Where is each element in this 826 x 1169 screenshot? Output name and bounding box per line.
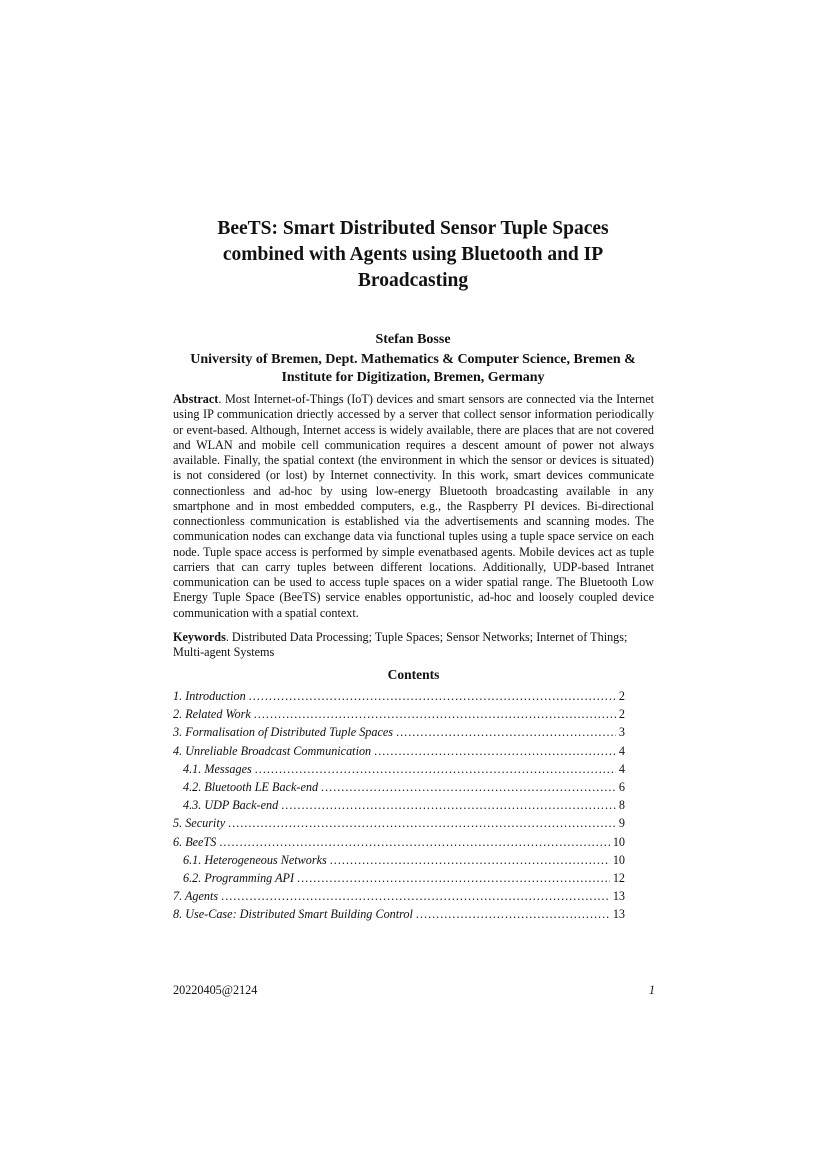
toc-leader-dots — [374, 743, 616, 759]
toc-subentry[interactable] — [173, 852, 625, 870]
toc-leader-dots — [221, 888, 610, 904]
keywords-label: Keywords — [173, 630, 226, 644]
author-name: Stefan Bosse — [375, 332, 451, 347]
toc-entry-title: 4.1. Messages — [183, 761, 252, 776]
toc-entry[interactable] — [173, 743, 625, 761]
title-line: Broadcasting — [357, 270, 469, 291]
abstract-text: . Most Internet-of-Things (IoT) devices and smart sensors are connected via the Internet using IP communication driectly accessed by a server that collect sensor information periodically or event-based. Although, Internet access is widely available, there are places that are not covered and WLAN and mobile cell communication requires a descent amount of power not always available. Finally, the spatial context (the environment in which the sensor or devices is situated) is not considered (or lost) by Internet connectivity. In this work, smart devices communicate connectionless and ad-hoc by using low-energy Bluetooth broadcasting available in any smartphone and in most embedded computers, e.g., the Raspberry PI devices. Bi-directional connectionless communication is established via the advertisements and scanning modes. The communication nodes can exchange data via functional tuples using a tuple space service on each node. Tuple space access is performed by simple evenatbased agents. Mobile devices act as tuple carriers that can carry tuples between different locations. Additionally, UDP-based Intranet communication can be used to access tuple spaces on a wider spatial range. The Bluetooth Low Energy Tuple Space (BeeTS) service enables opportunistic, ad-hoc and loosely coupled device communication with a spatial context. — [173, 392, 654, 620]
toc-entry-title: 1. Introduction — [173, 689, 246, 703]
toc-leader-dots — [416, 906, 610, 922]
toc-leader-dots — [330, 852, 610, 868]
toc-entry[interactable] — [173, 834, 625, 852]
toc-subentry[interactable] — [173, 797, 625, 815]
toc-leader-dots — [297, 870, 610, 886]
toc-entry-title: 2. Related Work — [173, 707, 251, 722]
toc-entry-page: 2 — [618, 689, 625, 703]
toc-entry-page: 4 — [618, 743, 625, 758]
title-line: combined with Agents using Bluetooth and IP — [222, 244, 604, 265]
title-line: BeeTS: Smart Distributed Sensor Tuple Spaces — [217, 218, 609, 239]
toc-leader-dots — [228, 815, 616, 831]
toc-entry[interactable] — [173, 906, 625, 924]
toc-leader-dots — [396, 724, 616, 740]
toc-leader-dots — [281, 797, 616, 813]
affiliation-line: Institute for Digitization, Bremen, Germany — [281, 370, 545, 385]
toc-entry-title: 4.3. UDP Back-end — [183, 798, 279, 813]
toc-leader-dots — [254, 706, 616, 722]
toc-entry[interactable] — [173, 706, 625, 724]
toc-entry-title: 7. Agents — [173, 889, 219, 904]
paper-title — [173, 216, 653, 294]
toc-leader-dots — [255, 761, 616, 777]
toc-entry-page: 9 — [618, 816, 625, 831]
toc-entry-page: 3 — [618, 725, 625, 740]
toc-entry[interactable] — [173, 815, 625, 833]
toc-entry-page: 13 — [612, 907, 625, 922]
toc-leader-dots — [249, 688, 616, 704]
toc-leader-dots — [219, 834, 609, 850]
toc-entry-page: 10 — [612, 834, 625, 849]
toc-entry-page: 4 — [618, 761, 625, 776]
affiliation — [173, 351, 653, 387]
footer-page-number: 1 — [648, 983, 655, 997]
toc-entry-title: 3. Formalisation of Distributed Tuple Spaces — [173, 725, 394, 740]
toc-subentry[interactable] — [173, 870, 625, 888]
toc-entry-title: 4. Unreliable Broadcast Communication — [173, 743, 372, 758]
toc-entry-page: 10 — [612, 852, 625, 867]
toc-leader-dots — [321, 779, 616, 795]
toc-entry-title: 4.2. Bluetooth LE Back-end — [183, 779, 319, 794]
toc-subentry[interactable] — [173, 761, 625, 779]
toc-entry[interactable] — [173, 688, 625, 706]
toc-entry[interactable] — [173, 724, 625, 742]
footer-version: 20220405@2124 — [173, 983, 258, 997]
toc-entry-page: 2 — [618, 707, 625, 722]
toc-entry-title: 6. BeeTS — [173, 834, 217, 849]
keywords-text: . Distributed Data Processing; Tuple Spaces; Sensor Networks; Internet of Things; Multi-agent Systems — [173, 630, 628, 660]
table-of-contents — [173, 688, 625, 924]
toc-entry-page: 6 — [618, 779, 625, 794]
contents-heading: Contents — [387, 667, 440, 682]
toc-entry-title: 6.2. Programming API — [183, 870, 295, 885]
abstract — [173, 392, 654, 621]
toc-entry-page: 13 — [612, 889, 625, 904]
toc-entry[interactable] — [173, 888, 625, 906]
affiliation-line: University of Bremen, Dept. Mathematics & Computer Science, Bremen & — [190, 352, 636, 367]
toc-subentry[interactable] — [173, 779, 625, 797]
toc-entry-page: 8 — [618, 798, 625, 813]
toc-entry-page: 12 — [612, 870, 625, 885]
keywords — [173, 630, 654, 661]
toc-entry-title: 5. Security — [173, 816, 226, 831]
abstract-label: Abstract — [173, 392, 219, 406]
toc-entry-title: 8. Use-Case: Distributed Smart Building Control — [173, 907, 413, 922]
toc-entry-title: 6.1. Heterogeneous Networks — [183, 852, 327, 867]
